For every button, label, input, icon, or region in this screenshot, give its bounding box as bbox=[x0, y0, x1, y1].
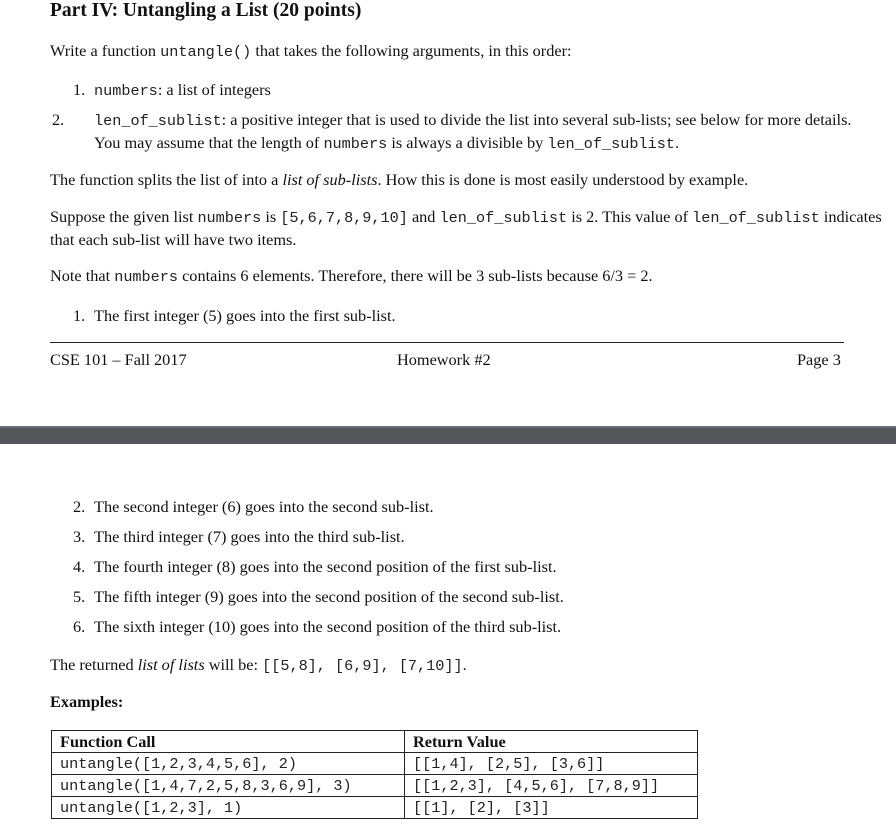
step-item: 2. The second integer (6) goes into the second sub-list. bbox=[73, 497, 434, 516]
examples-heading: Examples: bbox=[50, 692, 124, 711]
suppose-paragraph: Suppose the given list numbers is [5,6,7,8,9,10] and len_of_sublist is 2. This value of len_of_sublist indicates that each sub-list will have two items. bbox=[50, 207, 882, 249]
footer-rule bbox=[50, 342, 844, 343]
footer-course: CSE 101 – Fall 2017 bbox=[50, 350, 187, 369]
argument-item-numbers: 1. numbers: a list of integers bbox=[73, 80, 271, 100]
function-call-cell: untangle([1,4,7,2,5,8,3,6,9], 3) bbox=[52, 775, 405, 797]
table-row bbox=[52, 775, 698, 797]
table-row bbox=[52, 797, 698, 819]
page-separator bbox=[0, 428, 896, 444]
column-header-function-call: Function Call bbox=[52, 731, 405, 753]
note-paragraph: Note that numbers contains 6 elements. Therefore, there will be 3 sub-lists because 6/3 = 2. bbox=[50, 266, 653, 286]
argument-item-len-of-sublist: 2. len_of_sublist: a positive integer that is used to divide the list into several sub-lists; see below for more details. You may assume that the length of numbers is always a divisible by len_of_sublist. bbox=[52, 110, 852, 153]
step-item: 6. The sixth integer (10) goes into the second position of the third sub-list. bbox=[73, 617, 562, 636]
returned-paragraph: The returned list of lists will be: [[5,8], [6,9], [7,10]]. bbox=[50, 655, 467, 675]
returned-value-code: [[5,8], [6,9], [7,10]] bbox=[262, 657, 463, 675]
examples-table bbox=[51, 730, 698, 819]
return-value-cell: [[1,4], [2,5], [3,6]] bbox=[405, 753, 698, 775]
section-title: Part IV: Untangling a List (20 points) bbox=[50, 0, 362, 21]
column-header-return-value: Return Value bbox=[405, 731, 698, 753]
step-item: 5. The fifth integer (9) goes into the second position of the second sub-list. bbox=[73, 587, 564, 606]
function-call-cell: untangle([1,2,3], 1) bbox=[52, 797, 405, 819]
return-value-cell: [[1,2,3], [4,5,6], [7,8,9]] bbox=[405, 775, 698, 797]
table-header-row bbox=[52, 731, 698, 753]
arg-code: numbers bbox=[94, 82, 158, 100]
function-name-code: untangle() bbox=[160, 43, 252, 61]
footer-homework: Homework #2 bbox=[397, 350, 491, 369]
arg-code: len_of_sublist bbox=[94, 112, 222, 130]
function-call-cell: untangle([1,2,3,4,5,6], 2) bbox=[52, 753, 405, 775]
intro-paragraph: Write a function untangle() that takes the following arguments, in this order: bbox=[50, 41, 572, 61]
step-item: 1. The first integer (5) goes into the first sub-list. bbox=[73, 306, 396, 325]
splits-paragraph: The function splits the list of into a list of sub-lists. How this is done is most easily understood by example. bbox=[50, 170, 749, 189]
return-value-cell: [[1], [2], [3]] bbox=[405, 797, 698, 819]
table-row bbox=[52, 753, 698, 775]
step-item: 3. The third integer (7) goes into the third sub-list. bbox=[73, 527, 405, 546]
step-item: 4. The fourth integer (8) goes into the second position of the first sub-list. bbox=[73, 557, 557, 576]
footer-page-number: Page 3 bbox=[797, 350, 841, 369]
